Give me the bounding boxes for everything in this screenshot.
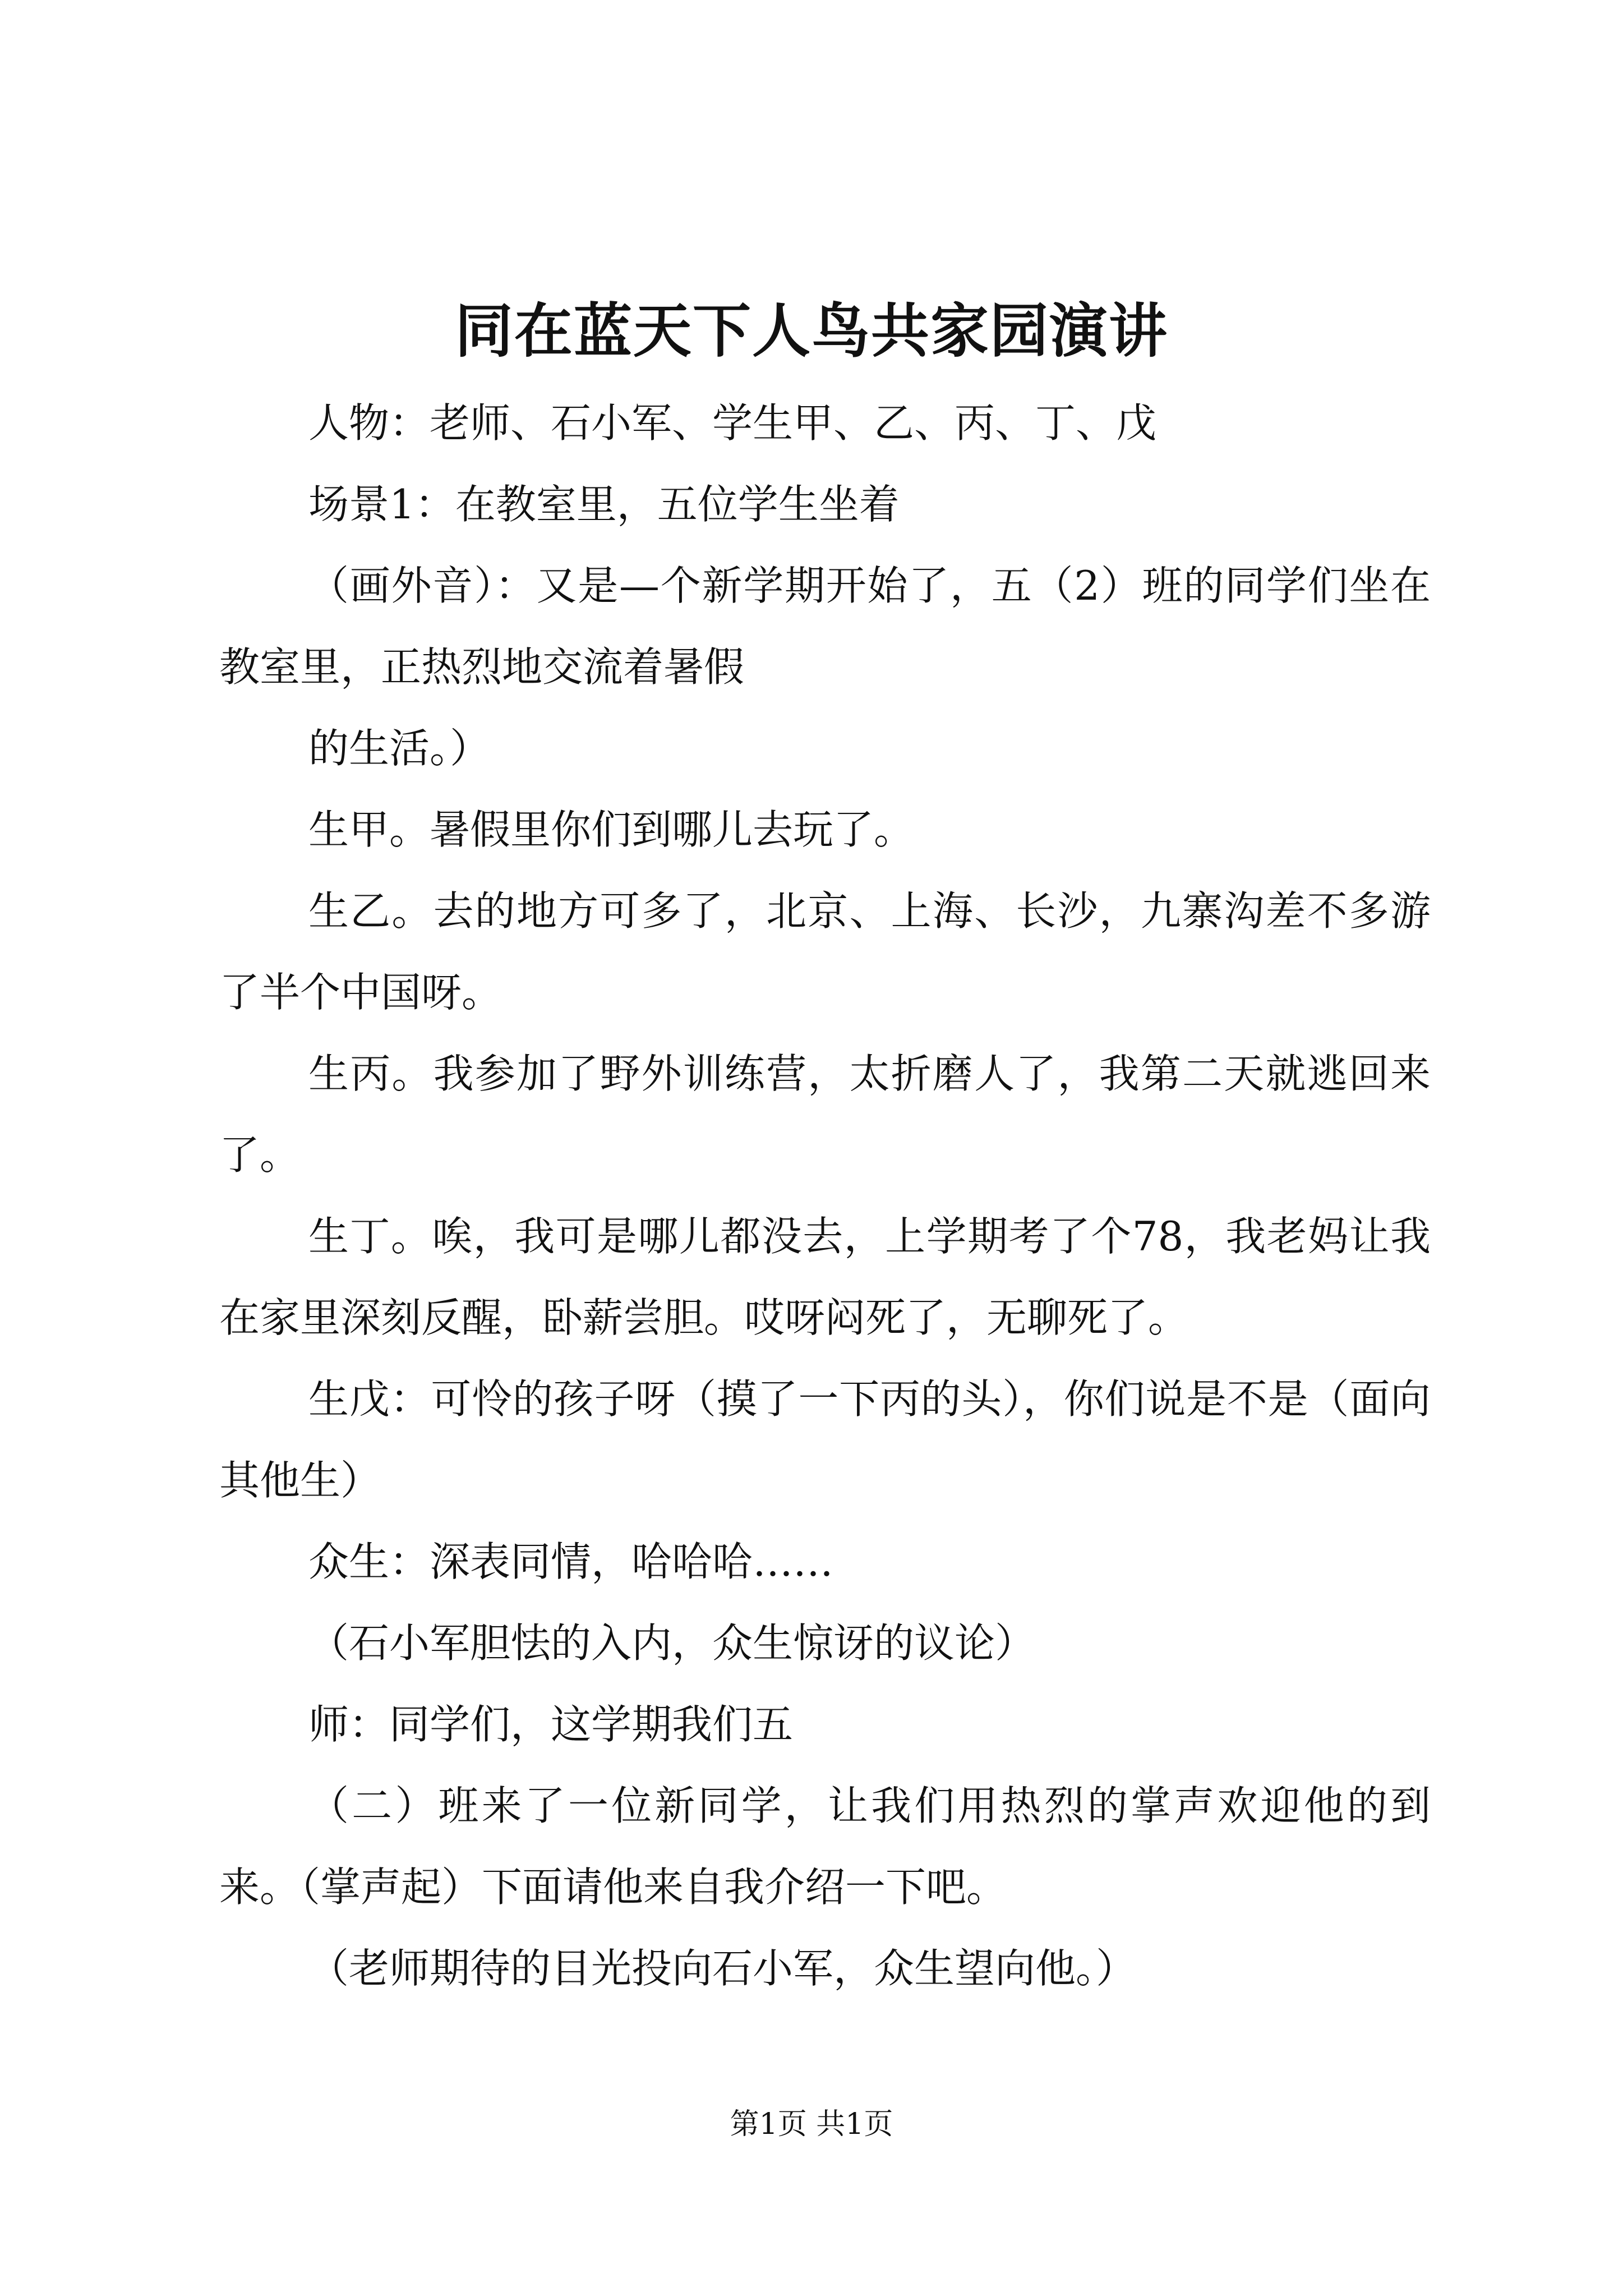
paragraph-student-e: 生戊：可怜的孩子呀（摸了一下丙的头），你们说是不是（面向其他生） <box>219 1375 1431 1504</box>
paragraph-student-c: 生丙。我参加了野外训练营，太折磨人了，我第二天就逃回来了。 <box>219 1050 1431 1179</box>
paragraph-scene: 场景1：在教室里，五位学生坐着 <box>308 481 900 528</box>
paragraph-voiceover-end: 的生活。） <box>308 725 491 772</box>
paragraph-closing-direction: （老师期待的目光投向石小军，众生望向他。） <box>308 1945 1137 1992</box>
paragraph-all-students: 众生：深表同情，哈哈哈…… <box>308 1538 834 1585</box>
paragraph-voiceover: （画外音）：又是—个新学期开始了，五（2）班的同学们坐在教室里，正热烈地交流着暑假 <box>219 562 1431 691</box>
page-footer: 第1页 共1页 <box>730 2108 893 2141</box>
document-body <box>219 383 1431 2009</box>
paragraph-characters: 人物：老师、石小军、学生甲、乙、丙、丁、戊 <box>308 399 1157 447</box>
document-title: 同在蓝天下人鸟共家园演讲 <box>454 296 1168 365</box>
paragraph-student-d: 生丁。唉，我可是哪儿都没去，上学期考了个78，我老妈让我在家里深刻反醒，卧薪尝胆。哎呀闷死了，无聊死了。 <box>219 1213 1431 1341</box>
paragraph-teacher-continued: （二）班来了一位新同学，让我们用热烈的掌声欢迎他的到来。（掌声起）下面请他来自我介绍一下吧。 <box>219 1782 1431 1911</box>
paragraph-teacher: 师：同学们，这学期我们五 <box>308 1701 794 1748</box>
paragraph-student-a: 生甲。暑假里你们到哪儿去玩了。 <box>308 806 915 853</box>
paragraph-stage-direction: （石小军胆怯的入内，众生惊讶的议论） <box>308 1619 1036 1667</box>
paragraph-student-b: 生乙。去的地方可多了，北京、上海、长沙，九寨沟差不多游了半个中国呀。 <box>219 887 1431 1016</box>
